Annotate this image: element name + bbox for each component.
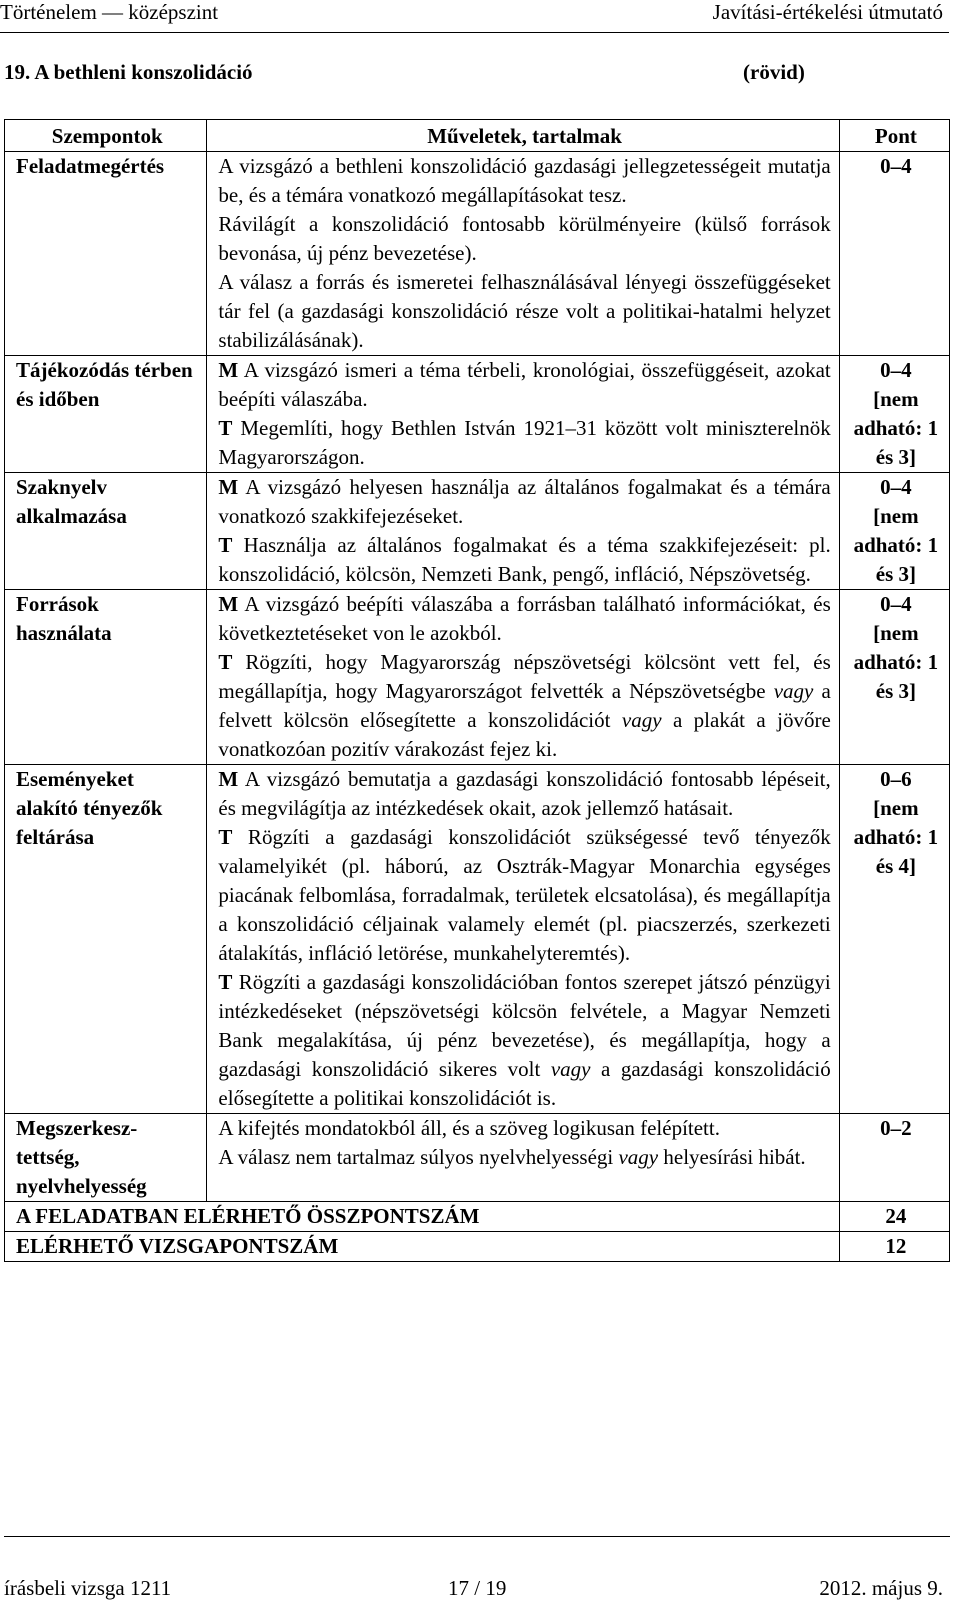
- total-row: [5, 1232, 950, 1262]
- content-text: Rögzíti a gazdasági konszolidációt szükségessé tevő tényezők valamelyikét (pl. háború, az Osztrák-Magyar Monarchia egységes piacának felbomlása, forradalmak, területek elcsatolása), és megállapítja a konszolidáció céljainak valamely elemét (pl. piacszerzés, szerkezeti átalakítás, infláció letörése, munkahelyteremtés).: [218, 825, 831, 965]
- content-paragraph: [218, 210, 830, 268]
- content-text: A vizsgázó beépíti válaszába a forrásban található információkat, és következtetéseket von le azokból.: [218, 592, 831, 645]
- points-cell: [839, 152, 949, 356]
- level-marker: M: [218, 592, 239, 616]
- footer-divider: [4, 1536, 950, 1537]
- points-range: 0–4: [880, 592, 912, 616]
- table-row: [5, 473, 950, 590]
- content-text: Használja az általános fogalmakat és a téma szakkifejezéseit: pl. konszolidáció, kölcsön, Nemzeti Bank, pengő, infláció, Népszövetség.: [218, 533, 831, 586]
- header-doc-type: Javítási-értékelési útmutató: [712, 0, 943, 24]
- content-cell: [207, 473, 839, 590]
- criterion-cell: Feladatmegértés: [5, 152, 207, 356]
- content-paragraph: [218, 531, 830, 589]
- content-paragraph: [218, 473, 830, 531]
- content-paragraph: [218, 765, 830, 823]
- level-marker: T: [218, 650, 233, 674]
- content-paragraph: [218, 1143, 830, 1172]
- footer-exam-id: írásbeli vizsga 1211: [4, 1576, 172, 1600]
- column-header-points: Pont: [839, 120, 949, 152]
- criterion-cell: Tájékozódás térben és időben: [5, 356, 207, 473]
- points-range: 0–4: [880, 358, 912, 382]
- footer-page-number: 17 / 19: [448, 1576, 507, 1600]
- points-range: 0–4: [880, 475, 912, 499]
- content-cell: [207, 1114, 839, 1202]
- level-marker: T: [218, 416, 233, 440]
- content-text: A válasz a forrás és ismeretei felhasználásával lényegi összefüggéseket tár fel (a gazdasági konszolidáció része volt a politikai-hatalmi helyzet stabilizálásának).: [218, 270, 831, 352]
- points-cell: [839, 1114, 949, 1202]
- criterion-cell: Források használata: [5, 590, 207, 765]
- content-text: A vizsgázó helyesen használja az általános fogalmakat és a témára vonatkozó szakkifejezéseket.: [218, 475, 831, 528]
- level-marker: T: [218, 533, 233, 557]
- content-cell: [207, 590, 839, 765]
- points-cell: [839, 473, 949, 590]
- content-cell: [207, 152, 839, 356]
- total-label: ELÉRHETŐ VIZSGAPONTSZÁM: [5, 1232, 840, 1262]
- content-text: A vizsgázó a bethleni konszolidáció gazdasági jellegzetességeit mutatja be, és a témára vonatkozó megállapításokat tesz.: [218, 154, 831, 207]
- points-note: [nem adható: 1 és 3]: [853, 621, 939, 703]
- content-paragraph: [218, 356, 830, 414]
- level-marker: T: [218, 825, 233, 849]
- content-text: A vizsgázó bemutatja a gazdasági konszolidáció fontosabb lépéseit, és megvilágítja az intézkedések okait, azok jellemző hatásait.: [218, 767, 831, 820]
- points-note: [nem adható: 1 és 4]: [853, 796, 939, 878]
- level-marker: M: [218, 358, 239, 382]
- criterion-cell: Szaknyelv alkalmazása: [5, 473, 207, 590]
- points-cell: [839, 765, 949, 1114]
- task-title: 19. A bethleni konszolidáció: [4, 60, 253, 84]
- level-marker: T: [218, 970, 233, 994]
- criterion-cell: Megszerkesz-tettség, nyelvhelyesség: [5, 1114, 207, 1202]
- content-text: A vizsgázó ismeri a téma térbeli, kronológiai, összefüggéseit, azokat beépíti válaszába.: [218, 358, 831, 411]
- content-text: Rögzíti, hogy Magyarország népszövetségi kölcsönt vett fel, és megállapítja, hogy Magyarországot felvették a Népszövetségbe vagy a felvett kölcsön elősegítette a konszolidációt vagy a plakát a jövőre vonatkozóan pozitív várakozást fejez ki.: [218, 650, 831, 761]
- points-range: 0–6: [880, 767, 912, 791]
- level-marker: M: [218, 475, 239, 499]
- content-text: A kifejtés mondatokból áll, és a szöveg logikusan felépített.: [218, 1116, 720, 1140]
- content-paragraph: [218, 268, 830, 355]
- points-note: [nem adható: 1 és 3]: [853, 504, 939, 586]
- content-cell: [207, 356, 839, 473]
- table-row: [5, 765, 950, 1114]
- points-cell: [839, 590, 949, 765]
- table-row: [5, 152, 950, 356]
- scoring-table: [4, 119, 950, 1262]
- content-paragraph: [218, 152, 830, 210]
- content-text: Rávilágít a konszolidáció fontosabb körülményeire (külső források bevonása, új pénz bevezetése).: [218, 212, 831, 265]
- points-range: 0–4: [880, 154, 912, 178]
- total-value: 12: [839, 1232, 949, 1262]
- content-paragraph: [218, 414, 830, 472]
- header-subject: Történelem — középszint: [0, 0, 219, 24]
- content-text: Rögzíti a gazdasági konszolidációban fontos szerepet játszó pénzügyi intézkedéseket (népszövetségi kölcsön felvétele, a Magyar Nemzeti Bank megalakítása, új pénz bevezetése), és megállapítja, hogy a gazdasági konszolidáció sikeres volt vagy a gazdasági konszolidáció elősegítette a politikai konszolidációt is.: [218, 970, 831, 1110]
- footer-date: 2012. május 9.: [819, 1576, 943, 1600]
- table-header-row: [5, 120, 950, 152]
- content-paragraph: [218, 1114, 830, 1143]
- content-paragraph: [218, 823, 830, 968]
- column-header-criteria: Szempontok: [5, 120, 207, 152]
- level-marker: M: [218, 767, 239, 791]
- task-length: (rövid): [743, 60, 805, 84]
- content-cell: [207, 765, 839, 1114]
- column-header-content: Műveletek, tartalmak: [207, 120, 839, 152]
- total-value: 24: [839, 1202, 949, 1232]
- header-divider: [0, 32, 949, 33]
- content-text: A válasz nem tartalmaz súlyos nyelvhelyességi vagy helyesírási hibát.: [218, 1145, 806, 1169]
- total-label: A FELADATBAN ELÉRHETŐ ÖSSZPONTSZÁM: [5, 1202, 840, 1232]
- page-header: [0, 0, 960, 34]
- table-row: [5, 356, 950, 473]
- points-note: [nem adható: 1 és 3]: [853, 387, 939, 469]
- content-paragraph: [218, 590, 830, 648]
- content-paragraph: [218, 648, 830, 764]
- total-row: [5, 1202, 950, 1232]
- criterion-cell: Eseményeket alakító tényezők feltárása: [5, 765, 207, 1114]
- content-paragraph: [218, 968, 830, 1113]
- points-range: 0–2: [880, 1116, 912, 1140]
- points-cell: [839, 356, 949, 473]
- table-row: [5, 590, 950, 765]
- table-row: [5, 1114, 950, 1202]
- content-text: Megemlíti, hogy Bethlen István 1921–31 között volt miniszterelnök Magyarországon.: [218, 416, 831, 469]
